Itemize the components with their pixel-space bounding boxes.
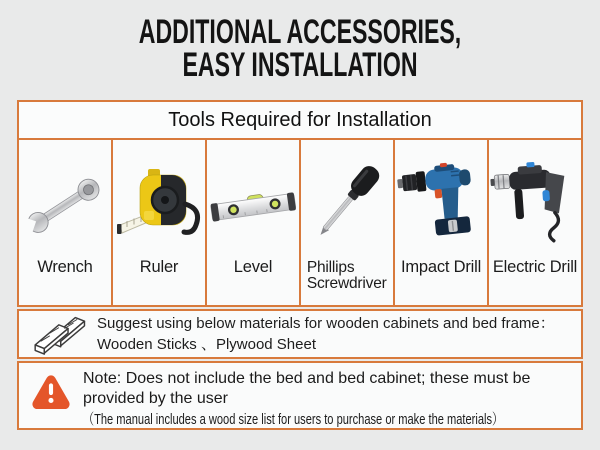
materials-note-line2: Wooden Sticks 、Plywood Sheet [97,336,317,353]
materials-note [17,309,583,359]
materials-note-line1: Suggest using below materials for wooden cabinets and bed frame： [97,315,555,332]
hero-headline [0,0,600,100]
tape-measure-icon [113,148,205,256]
tool-label: Wrench [37,258,93,276]
wrench-icon [19,148,111,256]
hero-headline-line2: EASY INSTALLATION [182,46,418,84]
tools-table [17,100,583,307]
warning-icon [19,369,83,428]
tool-cell-phillips-screwdriver [299,140,393,305]
tool-cell-ruler [111,140,205,305]
warning-note [17,361,583,430]
spirit-level-icon [207,148,299,256]
tool-cell-level [205,140,299,305]
tool-cell-wrench [19,140,111,305]
impact-drill-icon [395,148,487,256]
hero-headline-line1: ADDITIONAL ACCESSORIES, [138,13,462,51]
warning-note-line1: Note: Does not include the bed and bed cabinet; these must be [83,370,531,387]
wooden-sticks-icon [19,313,97,355]
tool-cell-impact-drill [393,140,487,305]
warning-note-line2: provided by the user [83,389,228,407]
tool-label: Ruler [139,258,179,276]
tool-label: Impact Drill [400,258,482,276]
warning-note-text [83,369,600,428]
tool-label: Electric Drill [492,258,578,276]
tools-table-title: Tools Required for Installation [19,102,581,140]
tools-row [19,140,581,305]
materials-note-text [97,313,555,355]
tool-label: Phillips Screwdriver [306,259,387,292]
electric-drill-icon [489,148,581,256]
warning-note-subtext: （The manual includes a wood size list for users to purchase or make the materials） [83,411,504,428]
tool-cell-electric-drill [487,140,581,305]
tool-label: Level [233,258,273,276]
phillips-screwdriver-icon [301,148,393,256]
